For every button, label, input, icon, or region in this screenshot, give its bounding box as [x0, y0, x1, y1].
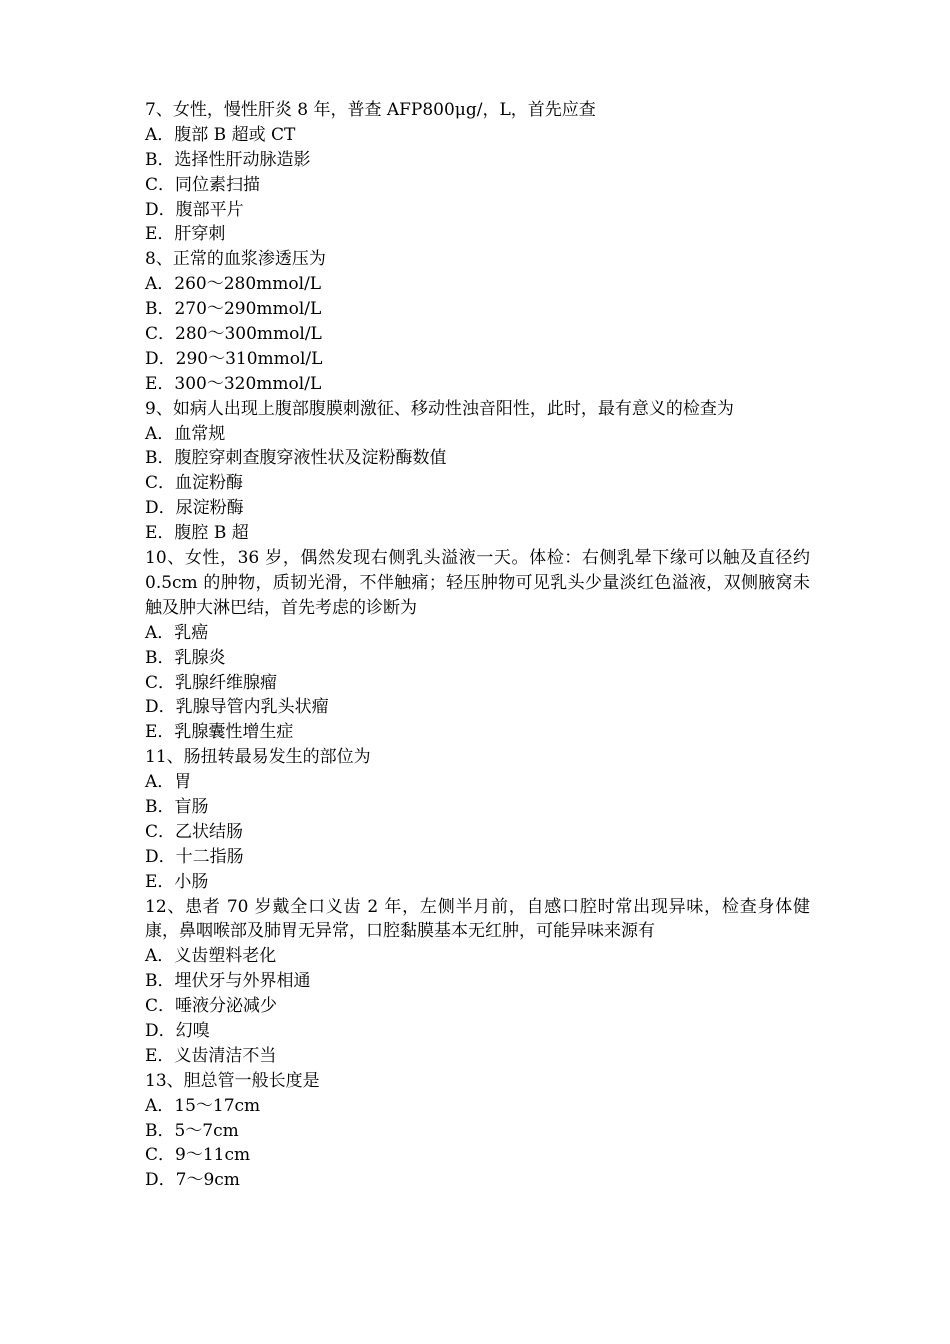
question-stem: 9、如病人出现上腹部腹膜刺激征、移动性浊音阳性，此时，最有意义的检查为: [145, 398, 734, 419]
option-b: B．270～290mmol/L: [145, 299, 322, 320]
option-e: E．乳腺囊性增生症: [145, 722, 294, 743]
option-e: E．义齿清洁不当: [145, 1045, 277, 1066]
question-stem: 12、患者 70 岁戴全口义齿 2 年，左侧半月前，自感口腔时常出现异味，检查身体健康，鼻咽喉部及肺胃无异常，口腔黏膜基本无红肿，可能异味来源有: [145, 896, 810, 942]
question-11: [145, 745, 810, 894]
option-a: A．乳癌: [145, 622, 209, 643]
option-b: B．埋伏牙与外界相通: [145, 971, 311, 992]
option-d: D．幻嗅: [145, 1021, 210, 1042]
option-a: A．胃: [145, 772, 192, 793]
document-page: [145, 98, 810, 1193]
question-9: [145, 397, 810, 546]
option-b: B．乳腺炎: [145, 647, 226, 668]
option-a: A．腹部 B 超或 CT: [145, 124, 296, 145]
option-e: E．腹腔 B 超: [145, 523, 249, 544]
option-c: C．9～11cm: [145, 1145, 251, 1166]
option-a: A．义齿塑料老化: [145, 946, 277, 967]
option-c: C．280～300mmol/L: [145, 324, 322, 345]
option-b: B．腹腔穿刺查腹穿液性状及淀粉酶数值: [145, 448, 447, 469]
question-stem: 8、正常的血浆渗透压为: [145, 249, 326, 270]
option-b: B．选择性肝动脉造影: [145, 149, 311, 170]
option-d: D．尿淀粉酶: [145, 498, 244, 519]
question-stem: 11、肠扭转最易发生的部位为: [145, 747, 371, 768]
option-b: B．盲肠: [145, 796, 209, 817]
option-d: D．7～9cm: [145, 1170, 240, 1191]
option-d: D．十二指肠: [145, 846, 244, 867]
option-a: A．260～280mmol/L: [145, 274, 322, 295]
option-a: A．血常规: [145, 423, 226, 444]
option-c: C．唾液分泌减少: [145, 996, 278, 1017]
question-8: [145, 247, 810, 396]
option-a: A．15～17cm: [145, 1095, 261, 1116]
question-7: [145, 98, 810, 247]
option-c: C．乳腺纤维腺瘤: [145, 672, 278, 693]
option-d: D．腹部平片: [145, 199, 244, 220]
question-10: [145, 546, 810, 745]
question-12: [145, 895, 810, 1069]
option-d: D．乳腺导管内乳头状瘤: [145, 697, 329, 718]
question-stem: 7、女性，慢性肝炎 8 年，普查 AFP800μg/，L，首先应查: [145, 100, 596, 120]
option-c: C．同位素扫描: [145, 174, 261, 195]
question-13: [145, 1069, 810, 1193]
option-e: E．肝穿刺: [145, 224, 226, 245]
option-e: E．300～320mmol/L: [145, 373, 322, 394]
option-b: B．5～7cm: [145, 1120, 239, 1141]
option-c: C．乙状结肠: [145, 821, 244, 842]
question-stem: 10、女性，36 岁，偶然发现右侧乳头溢液一天。体检：右侧乳晕下缘可以触及直径约 0.5cm 的肿物，质韧光滑，不伴触痛；轻压肿物可见乳头少量淡红色溢液，双侧腋窝未触及肿大淋巴结，首先考虑的诊断为: [145, 548, 810, 618]
option-d: D．290～310mmol/L: [145, 348, 323, 369]
question-stem: 13、胆总管一般长度是: [145, 1070, 320, 1091]
option-e: E．小肠: [145, 871, 209, 892]
option-c: C．血淀粉酶: [145, 473, 244, 494]
